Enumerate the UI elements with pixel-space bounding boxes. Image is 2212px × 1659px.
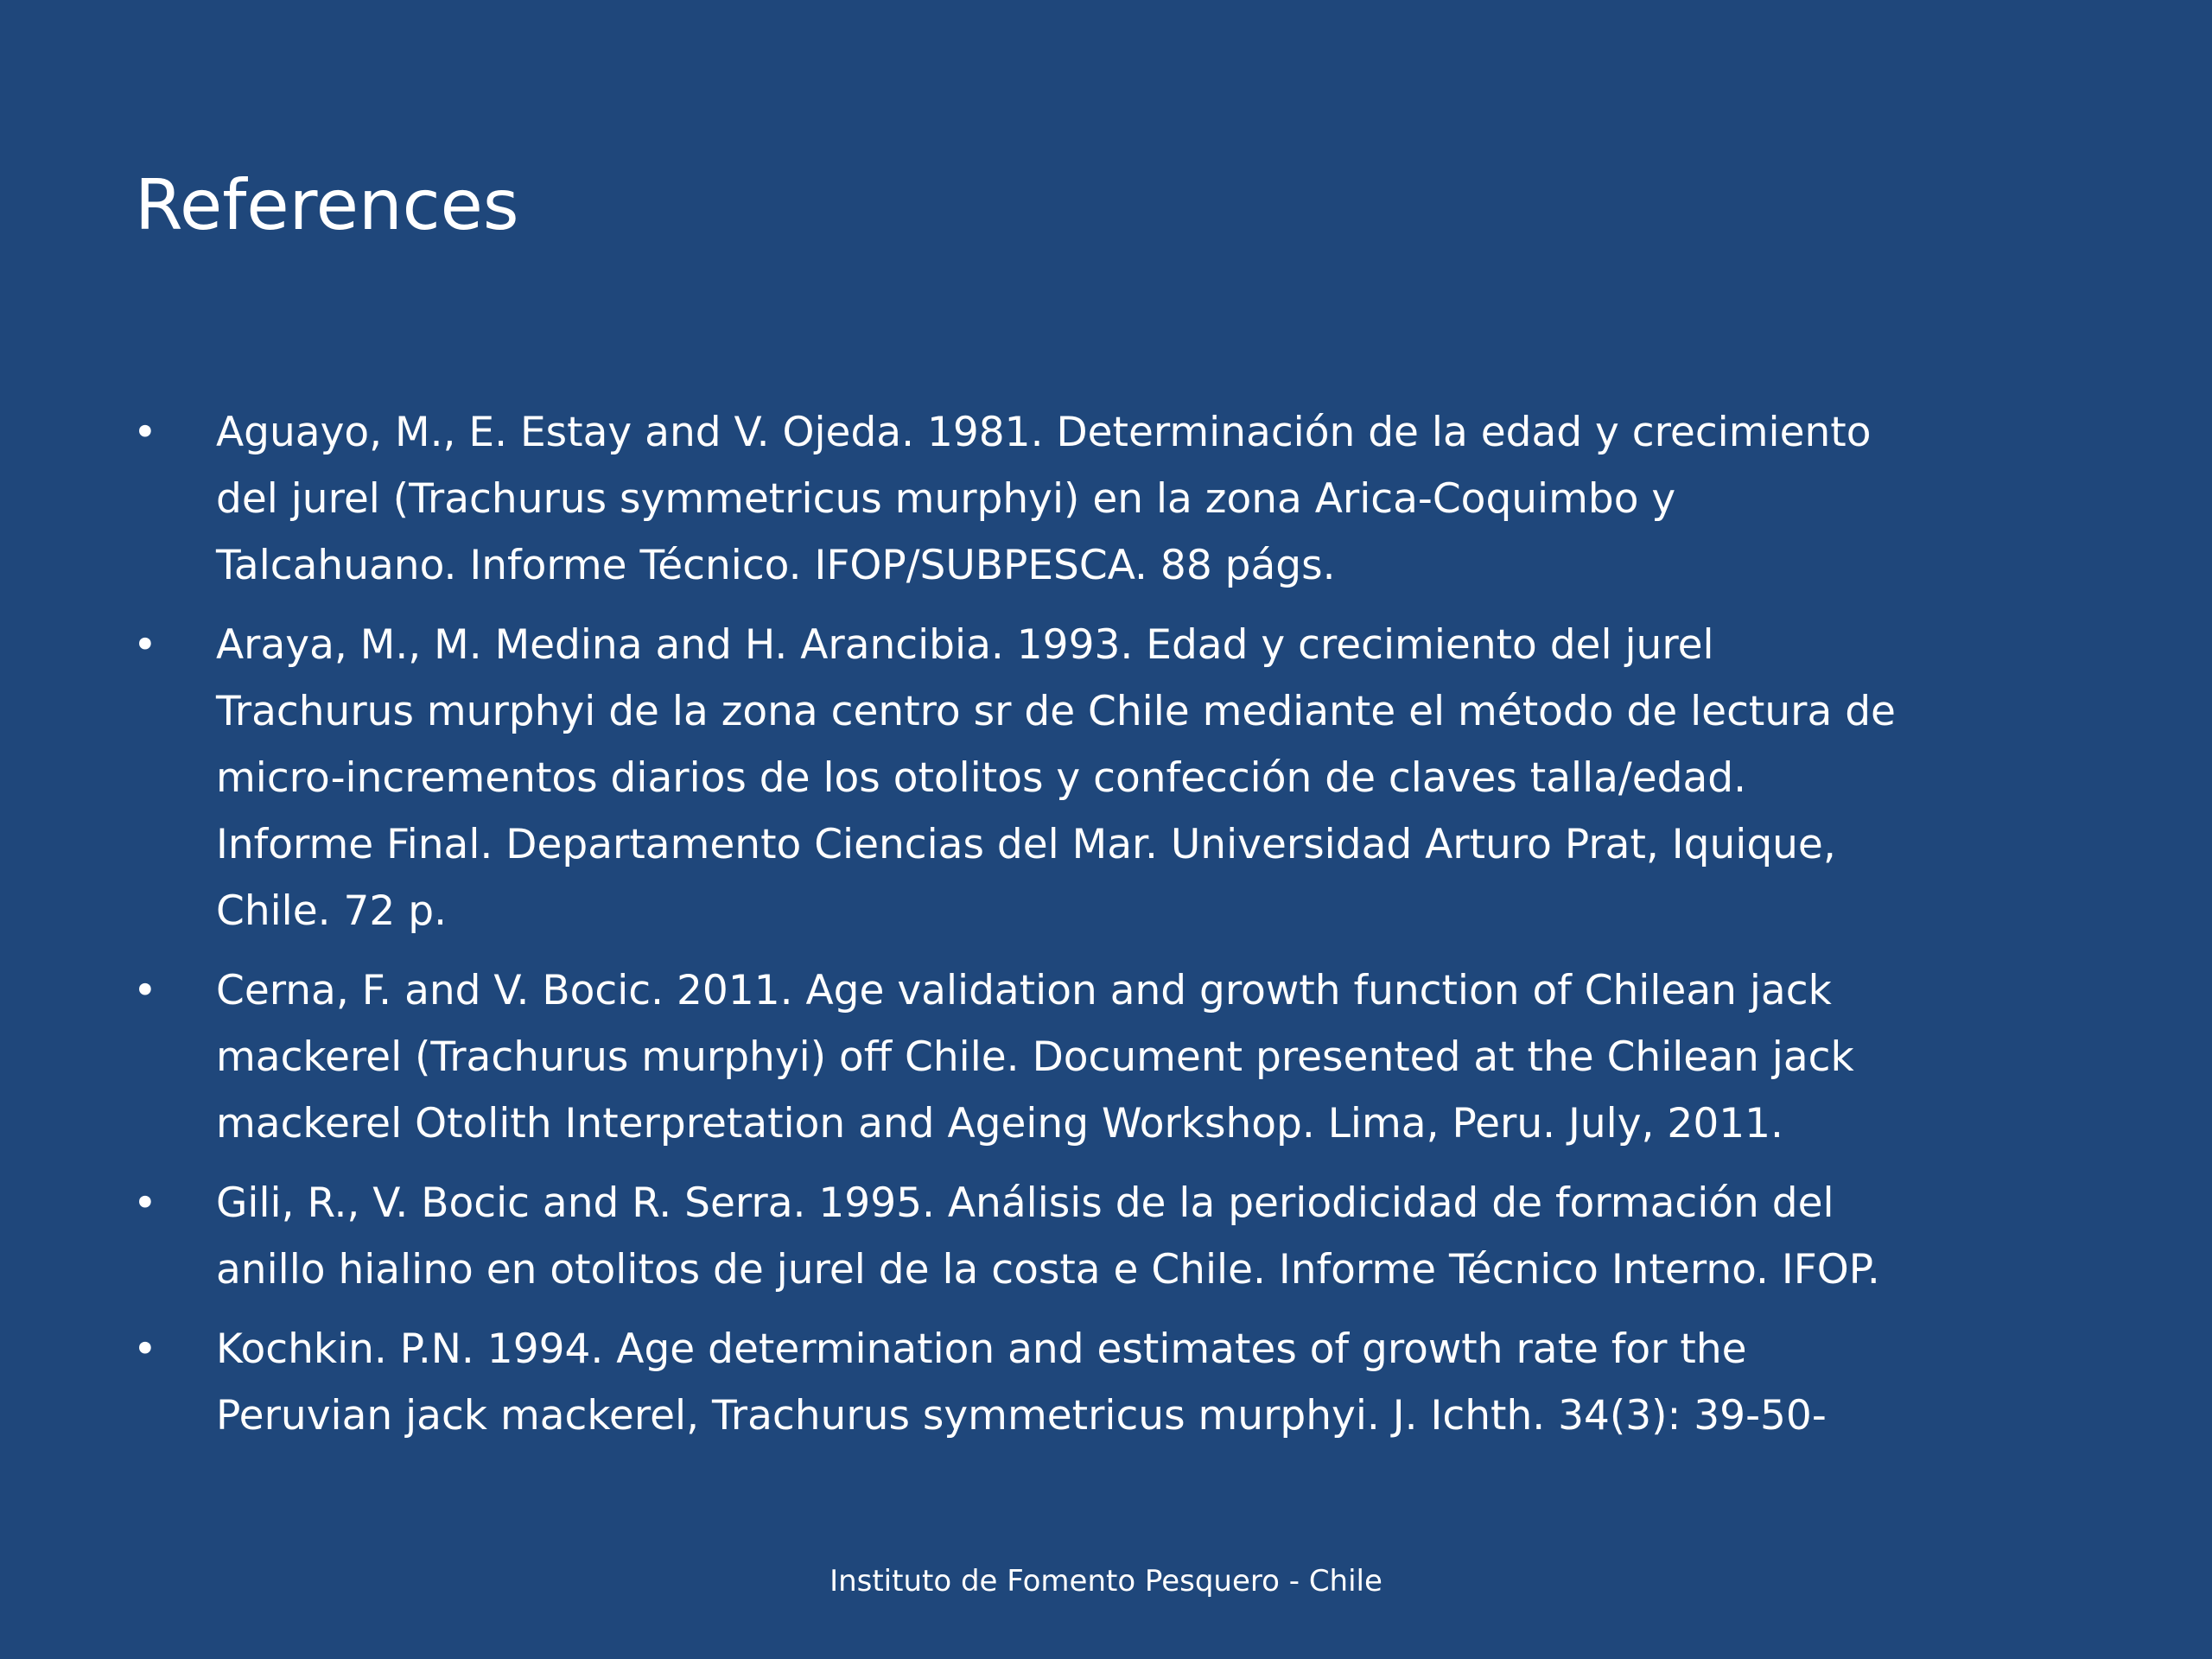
slide-title: References <box>135 165 519 245</box>
reference-line: Chile. 72 p. <box>216 887 448 935</box>
reference-line: mackerel (Trachurus murphyi) off Chile. Document presented at the Chilean jack <box>216 1033 1854 1081</box>
bullet-icon: • <box>133 621 157 669</box>
reference-line: Kochkin. P.N. 1994. Age determination and estimates of growth rate for the <box>216 1325 1747 1373</box>
bullet-icon: • <box>133 409 157 456</box>
footer-text: Instituto de Fomento Pesquero - Chile <box>830 1564 1382 1599</box>
reference-line: Informe Final. Departamento Ciencias del Mar. Universidad Arturo Prat, Iquique, <box>216 821 1836 868</box>
reference-line: del jurel (Trachurus symmetricus murphyi) en la zona Arica-Coquimbo y <box>216 475 1676 523</box>
reference-line: Gili, R., V. Bocic and R. Serra. 1995. Análisis de la periodicidad de formación del <box>216 1179 1834 1227</box>
reference-line: Araya, M., M. Medina and H. Arancibia. 1993. Edad y crecimiento del jurel <box>216 621 1714 669</box>
reference-line: Peruvian jack mackerel, Trachurus symmetricus murphyi. J. Ichth. 34(3): 39-50- <box>216 1392 1827 1440</box>
bullet-icon: • <box>133 967 157 1014</box>
reference-item <box>130 399 2082 599</box>
reference-item <box>130 612 2082 944</box>
reference-item <box>130 957 2082 1157</box>
reference-line: micro-incrementos diarios de los otolitos y confección de claves talla/edad. <box>216 754 1747 802</box>
bullet-icon: • <box>133 1179 157 1227</box>
reference-line: Aguayo, M., E. Estay and V. Ojeda. 1981. Determinación de la edad y crecimiento <box>216 409 1872 456</box>
reference-line: Talcahuano. Informe Técnico. IFOP/SUBPESCA. 88 págs. <box>216 542 1336 589</box>
reference-item <box>130 1316 2082 1449</box>
reference-line: Trachurus murphyi de la zona centro sr de Chile mediante el método de lectura de <box>216 688 1896 735</box>
reference-item <box>130 1170 2082 1303</box>
reference-line: mackerel Otolith Interpretation and Ageing Workshop. Lima, Peru. July, 2011. <box>216 1100 1783 1147</box>
reference-list <box>130 399 2082 1462</box>
reference-line: Cerna, F. and V. Bocic. 2011. Age validation and growth function of Chilean jack <box>216 967 1832 1014</box>
reference-line: anillo hialino en otolitos de jurel de la costa e Chile. Informe Técnico Interno. IFOP. <box>216 1246 1880 1294</box>
bullet-icon: • <box>133 1325 157 1373</box>
